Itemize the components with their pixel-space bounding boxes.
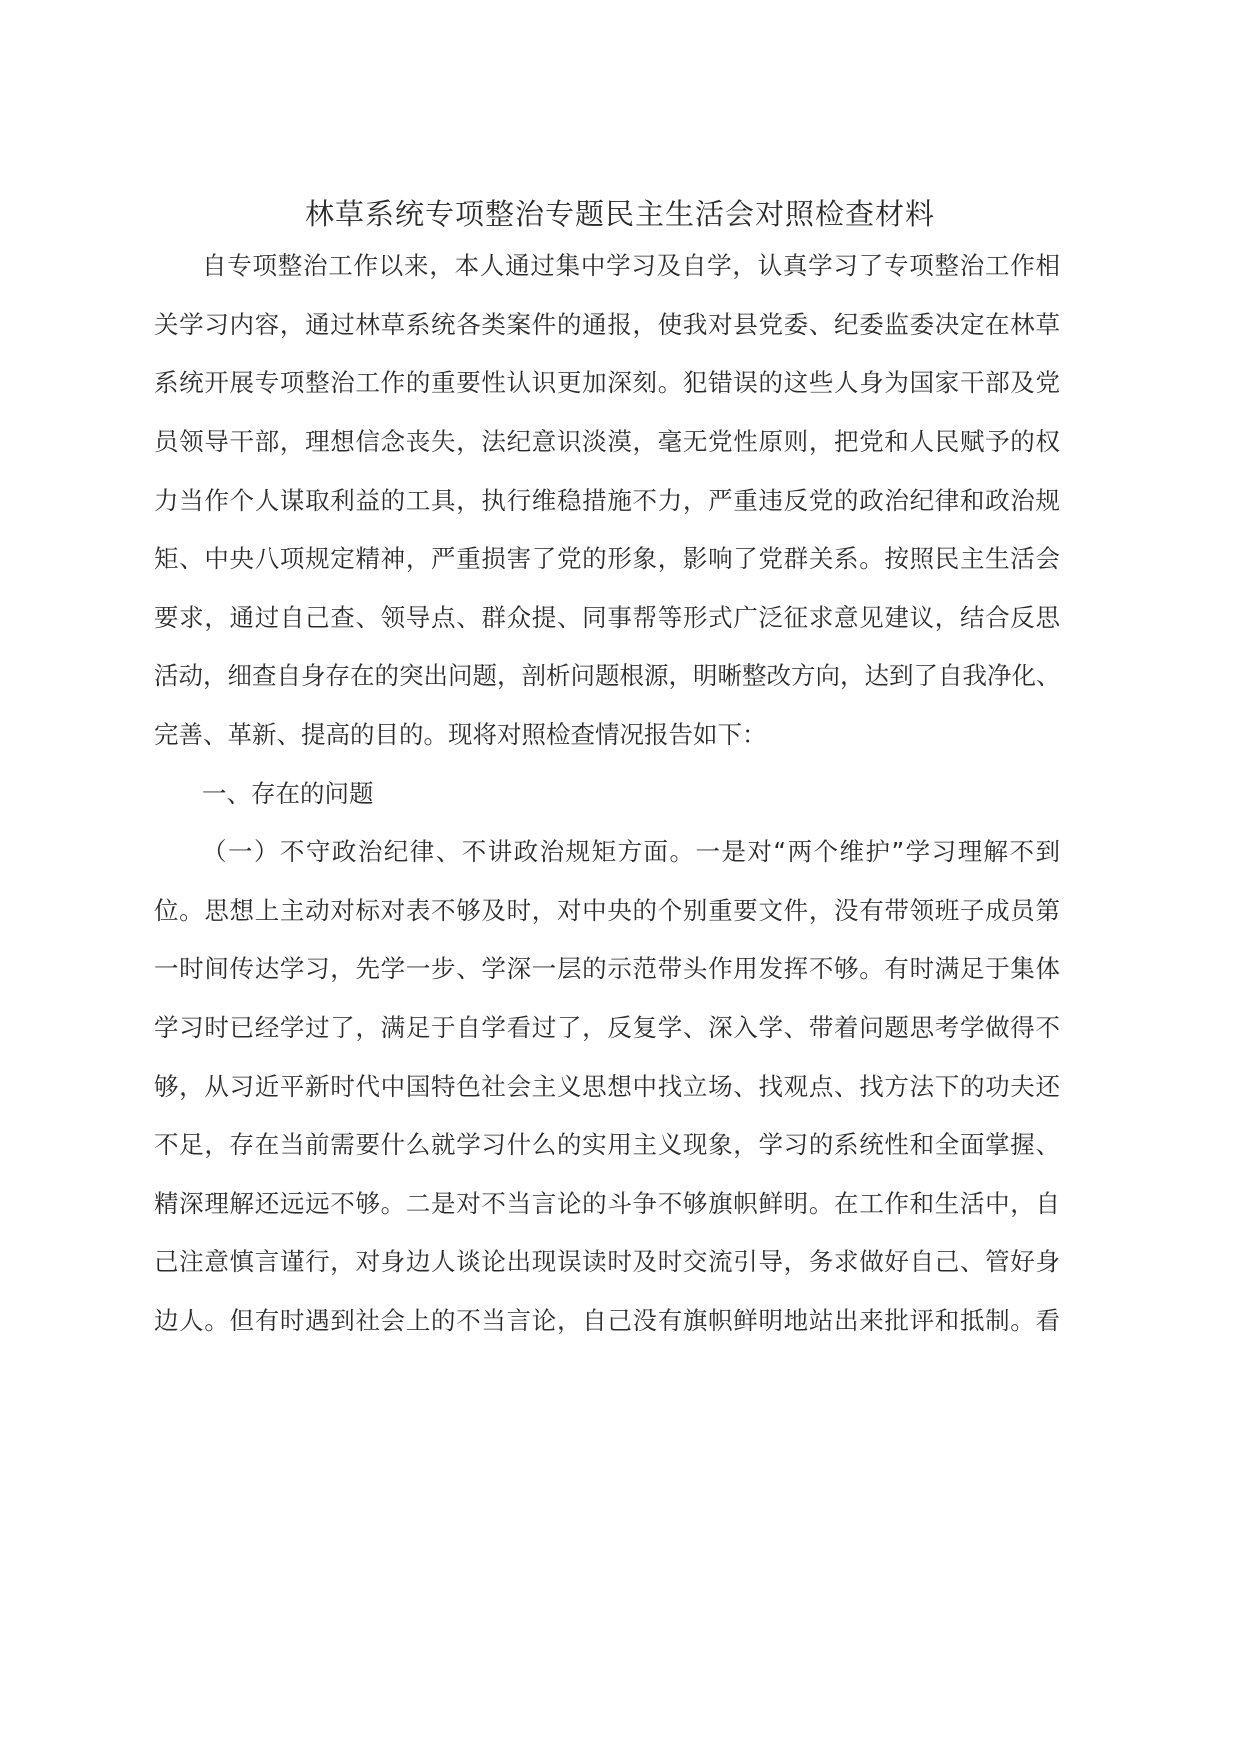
paragraph-line: 完善、革新、提高的目的。现将对照检查情况报告如下： [154, 720, 767, 749]
paragraph-line: 己注意慎言谨行，对身边人谈论出现误读时及时交流引导，务求做好自己、管好身 [154, 1247, 1060, 1276]
section-heading: 一、存在的问题 [202, 779, 374, 808]
paragraph-line: 力当作个人谋取利益的工具，执行维稳措施不力，严重违反党的政治纪律和政治规 [154, 486, 1060, 515]
paragraph-line: 位。思想上主动对标对表不够及时，对中央的个别重要文件，没有带领班子成员第 [154, 896, 1060, 925]
paragraph-line: 够，从习近平新时代中国特色社会主义思想中找立场、找观点、找方法下的功夫还 [154, 1072, 1060, 1101]
paragraph-line: 不足，存在当前需要什么就学习什么的实用主义现象，学习的系统性和全面掌握、 [154, 1130, 1060, 1159]
paragraph-line: 要求，通过自己查、领导点、群众提、同事帮等形式广泛征求意见建议，结合反思 [154, 603, 1060, 632]
paragraph-line: 矩、中央八项规定精神，严重损害了党的形象，影响了党群关系。按照民主生活会 [154, 544, 1060, 573]
paragraph-line: （一）不守政治纪律、不讲政治规矩方面。一是对“两个维护”学习理解不到 [202, 837, 1060, 866]
paragraph-line: 关学习内容，通过林草系统各类案件的通报，使我对县党委、纪委监委决定在林草 [154, 310, 1060, 339]
paragraph-line: 员领导干部，理想信念丧失，法纪意识淡漠，毫无党性原则，把党和人民赋予的权 [154, 427, 1060, 456]
paragraph-line: 自专项整治工作以来，本人通过集中学习及自学，认真学习了专项整治工作相 [202, 251, 1060, 280]
paragraph-line: 学习时已经学过了，满足于自学看过了，反复学、深入学、带着问题思考学做得不 [154, 1013, 1060, 1042]
paragraph-line: 系统开展专项整治工作的重要性认识更加深刻。犯错误的这些人身为国家干部及党 [154, 368, 1060, 397]
document-title: 林草系统专项整治专题民主生活会对照检查材料 [304, 197, 935, 231]
paragraph-line: 边人。但有时遇到社会上的不当言论，自己没有旗帜鲜明地站出来批评和抵制。看 [154, 1306, 1060, 1335]
paragraph-line: 一时间传达学习，先学一步、学深一层的示范带头作用发挥不够。有时满足于集体 [154, 954, 1060, 983]
paragraph-line: 精深理解还远远不够。二是对不当言论的斗争不够旗帜鲜明。在工作和生活中，自 [154, 1189, 1060, 1218]
paragraph-line: 活动，细查自身存在的突出问题，剖析问题根源，明晰整改方向，达到了自我净化、 [154, 661, 1060, 690]
